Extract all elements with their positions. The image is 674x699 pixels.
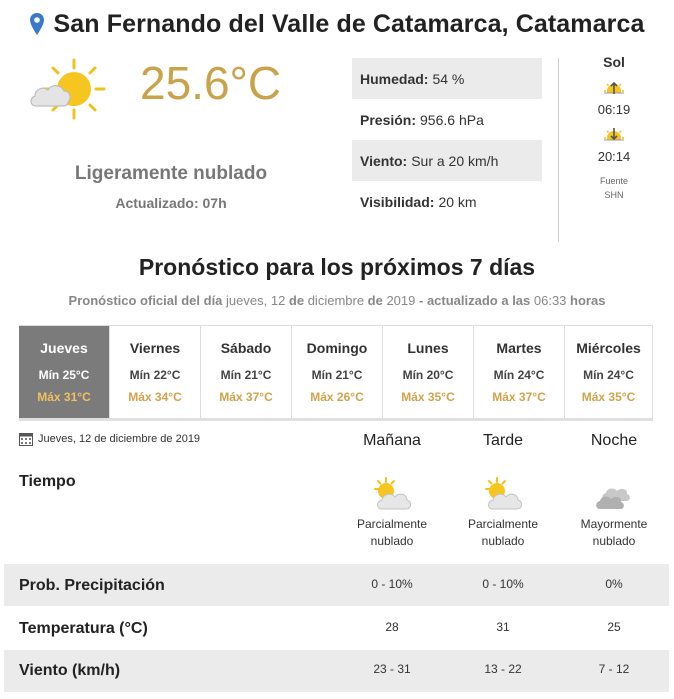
source-label xyxy=(574,174,654,202)
column-manana: Mañana xyxy=(363,432,421,449)
wind-label-detail: Viento (km/h) xyxy=(19,662,121,679)
city-name: San Fernando del Valle de Catamarca, Catamarca xyxy=(53,9,645,38)
current-temperature: 25.6°C xyxy=(140,57,282,109)
tiempo-noche xyxy=(559,516,669,550)
detail-date xyxy=(19,432,200,446)
day-tab-domingo[interactable] xyxy=(292,326,383,419)
day-min: Mín 24°C xyxy=(583,368,634,382)
humidity-label: Humedad: xyxy=(360,70,429,87)
wind-manana: 23 - 31 xyxy=(373,662,411,676)
visibility-label: Visibilidad: xyxy=(360,193,435,210)
forecast-sub-h: 06:33 xyxy=(530,293,571,308)
day-max: Máx 26°C xyxy=(310,390,364,404)
source-line2: SHN xyxy=(604,190,624,200)
weather-stats xyxy=(352,58,542,222)
day-tab-viernes[interactable] xyxy=(110,326,201,419)
source-line1: Fuente xyxy=(599,176,629,186)
day-min: Mín 21°C xyxy=(220,368,272,382)
column-noche: Noche xyxy=(590,432,638,449)
precipitation-manana: 0 - 10% xyxy=(371,577,413,591)
wind-label: Viento: xyxy=(360,152,408,169)
humidity-row xyxy=(352,58,542,99)
forecast-title: Pronóstico para los próximos 7 días xyxy=(138,254,536,280)
tiempo-noche-line1: Mayormente xyxy=(580,517,648,531)
updated-time: Actualizado: 07h xyxy=(115,195,227,211)
day-tab-miercoles[interactable] xyxy=(565,326,653,419)
pressure-label: Presión: xyxy=(360,111,417,128)
day-tab-sabado[interactable] xyxy=(201,326,292,419)
humidity-value: 54 % xyxy=(432,70,465,87)
tiempo-tarde-line2: nublado xyxy=(481,534,525,548)
tiempo-manana-line1: Parcialmente xyxy=(356,517,428,531)
tiempo-tarde-line1: Parcialmente xyxy=(467,517,539,531)
tabs-underline xyxy=(19,418,653,421)
day-name: Martes xyxy=(496,340,542,356)
day-max: Máx 37°C xyxy=(219,390,273,404)
day-tab-jueves[interactable] xyxy=(19,326,110,419)
temperature-manana: 28 xyxy=(385,620,399,634)
tiempo-noche-line2: nublado xyxy=(592,534,636,548)
day-name: Viernes xyxy=(129,340,181,356)
day-max: Máx 37°C xyxy=(492,390,546,404)
tiempo-label: Tiempo xyxy=(19,473,76,490)
tiempo-manana xyxy=(337,516,447,550)
day-name: Sábado xyxy=(220,340,272,356)
forecast-sub-g: - actualizado a las xyxy=(419,293,531,308)
sunrise-time: 06:19 xyxy=(597,102,631,117)
day-max: Máx 35°C xyxy=(401,390,455,404)
forecast-sub-e: de xyxy=(367,293,383,308)
forecast-subtitle xyxy=(0,293,674,308)
precipitation-label: Prob. Precipitación xyxy=(19,577,165,594)
forecast-sub-d: diciembre xyxy=(304,293,368,308)
sun-cloud-icon xyxy=(26,54,108,126)
tiempo-manana-line2: nublado xyxy=(370,534,414,548)
sunrise-icon xyxy=(602,76,626,100)
detail-date-text: Jueves, 12 de diciembre de 2019 xyxy=(38,433,201,445)
precipitation-tarde: 0 - 10% xyxy=(482,577,524,591)
tiempo-tarde xyxy=(448,516,558,550)
forecast-sub-b: jueves, 12 xyxy=(222,293,289,308)
wind-value: Sur a 20 km/h xyxy=(411,152,499,169)
day-name: Miércoles xyxy=(576,340,641,356)
divider xyxy=(558,58,559,242)
day-name: Domingo xyxy=(306,340,368,356)
wind-tarde: 13 - 22 xyxy=(484,662,522,676)
location-header xyxy=(0,8,674,40)
day-min: Mín 25°C xyxy=(38,368,90,382)
cloudy-icon xyxy=(592,475,636,515)
partly-cloudy-icon xyxy=(370,475,414,515)
location-pin-icon xyxy=(30,13,44,35)
current-condition: Ligeramente nublado xyxy=(74,163,268,184)
day-tab-lunes[interactable] xyxy=(383,326,474,419)
day-min: Mín 24°C xyxy=(493,368,545,382)
day-max: Máx 34°C xyxy=(128,390,182,404)
partly-cloudy-icon xyxy=(481,475,525,515)
sun-panel xyxy=(574,54,654,202)
day-max: Máx 31°C xyxy=(37,390,91,404)
day-name: Jueves xyxy=(40,340,88,356)
visibility-row xyxy=(352,181,542,222)
wind-row xyxy=(352,140,542,181)
column-tarde: Tarde xyxy=(482,432,524,449)
day-name: Lunes xyxy=(407,340,449,356)
forecast-sub-c: de xyxy=(288,293,305,308)
day-tabs xyxy=(19,325,653,419)
day-min: Mín 22°C xyxy=(129,368,181,382)
day-max: Máx 35°C xyxy=(581,390,636,404)
precipitation-noche: 0% xyxy=(605,577,623,591)
pressure-value: 956.6 hPa xyxy=(420,111,484,128)
temperature-tarde: 31 xyxy=(496,620,510,634)
temperature-label: Temperatura (°C) xyxy=(19,620,148,637)
temperature-noche: 25 xyxy=(607,620,621,634)
forecast-sub-a: Pronóstico oficial del día xyxy=(68,293,223,308)
day-min: Mín 20°C xyxy=(402,368,454,382)
forecast-sub-f: 2019 xyxy=(382,293,419,308)
forecast-sub-i: horas xyxy=(570,293,606,308)
day-min: Mín 21°C xyxy=(311,368,363,382)
visibility-value: 20 km xyxy=(438,193,477,210)
day-tab-martes[interactable] xyxy=(474,326,565,419)
sun-title: Sol xyxy=(603,54,625,70)
sunset-icon xyxy=(602,123,626,147)
calendar-icon xyxy=(19,432,33,446)
sunset-time: 20:14 xyxy=(597,149,631,164)
pressure-row xyxy=(352,99,542,140)
wind-noche: 7 - 12 xyxy=(598,662,630,676)
